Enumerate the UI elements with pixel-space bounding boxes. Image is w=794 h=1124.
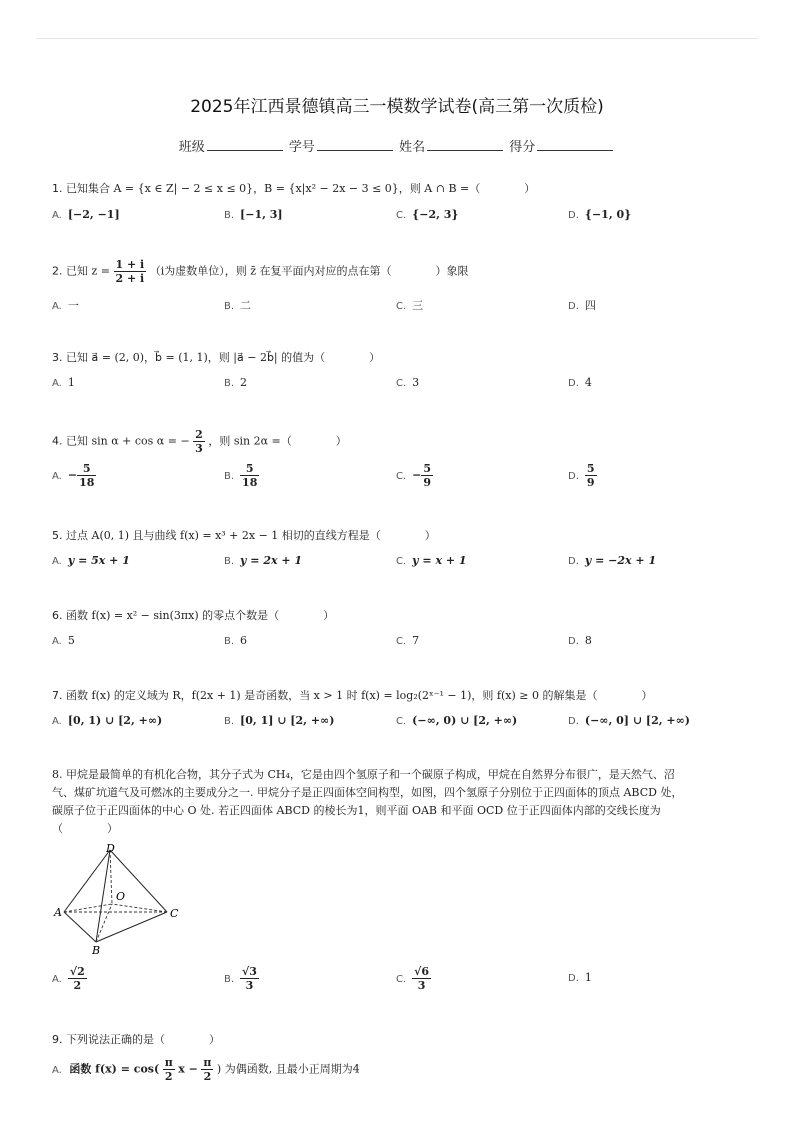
class-label: 班级 [178, 140, 205, 155]
label-a: A [54, 906, 62, 919]
option-a[interactable]: A. − $\frac{5}{18}$ [52, 462, 95, 489]
option-d[interactable]: D. 1 [568, 971, 592, 984]
question-7 [52, 687, 652, 703]
fraction: $\frac{2}{3}$ [195, 428, 203, 455]
question-number: 3. [52, 351, 63, 364]
top-rule [36, 38, 758, 39]
question-number: 2. [52, 264, 63, 278]
question-1 [52, 180, 535, 196]
question-text: 已知集合 A = {x ∈ Z| − 2 ≤ x ≤ 0}，B = {x|x² − 2x − 3 ≤ 0}，则 A ∩ B =（ ） [66, 182, 536, 195]
question-number: 1. [52, 182, 63, 195]
option-a[interactable]: A. [−2, −1] [52, 208, 120, 221]
option-d[interactable]: D. {−1, 0} [568, 208, 632, 221]
option-b[interactable]: B. $\frac{√3}{3}$ [224, 965, 257, 992]
option-b[interactable]: B. [−1, 3] [224, 208, 283, 221]
edge-db [96, 850, 110, 942]
seg-do [110, 850, 112, 904]
option-a[interactable]: A. 一 [52, 299, 79, 312]
option-d[interactable]: D. 四 [568, 299, 596, 312]
edge-ab [64, 912, 96, 942]
page-title: 2025年江西景德镇高三一模数学试卷(高三第一次质检) [190, 97, 604, 117]
option-c[interactable]: C. 3 [396, 376, 420, 389]
name-blank[interactable] [427, 138, 503, 151]
question-number: 6. [52, 609, 63, 622]
option-c[interactable]: C. 三 [396, 299, 424, 312]
option-b[interactable]: B. [0, 1] ∪ [2, +∞) [224, 714, 335, 727]
name-label: 姓名 [399, 140, 426, 155]
question-text: 过点 A(0, 1) 且与曲线 f(x) = x³ + 2x − 1 相切的直线方程是（ ） [66, 529, 436, 542]
id-blank[interactable] [317, 138, 393, 151]
question-5 [52, 527, 436, 543]
id-label: 学号 [288, 140, 315, 155]
question-text: 函数 f(x) = x² − sin(3πx) 的零点个数是（ ） [66, 609, 335, 622]
option-b[interactable]: B. $\frac{5}{18}$ [224, 462, 258, 489]
question-9 [52, 1031, 220, 1047]
option-a[interactable]: A. 1 [52, 376, 75, 389]
option-c[interactable]: C. {−2, 3} [396, 208, 459, 221]
question-text: 函数 f(x) 的定义域为 R，f(2x + 1) 是奇函数，当 x > 1 时 f(x) = log₂(2ˣ⁻¹ − 1)，则 f(x) ≥ 0 的解集是（ ） [66, 689, 653, 702]
label-o: O [116, 890, 126, 903]
class-blank[interactable] [207, 138, 283, 151]
question-9-option-a[interactable]: A. 函数 f(x) = cos( $\frac{\pi}{2}$ x − $\frac{\pi}{2}$ ) 为偶函数, 且最小正周期为4 [52, 1056, 360, 1083]
option-a[interactable]: A. [0, 1) ∪ [2, +∞) [52, 714, 163, 727]
seg-co [112, 904, 167, 912]
label-c: C [170, 907, 179, 920]
option-a[interactable]: A. 5 [52, 634, 75, 647]
question-number: 4. [52, 434, 63, 448]
option-d[interactable]: D. (−∞, 0] ∪ [2, +∞) [568, 714, 690, 727]
label-b: B [92, 944, 101, 957]
question-8: 8. 甲烷是最简单的有机化合物，其分子式为 CH₄，它是由四个氢原子和一个碳原子构成，甲烷在自然界分布很广，是天然气、沼 气、煤矿坑道气及可燃冰的主要成分之一. 甲烷分子是正四面体空间构型，如图，四个氢原子分别位于正四面体的顶点 ABCD 处， 碳原子位于正四面体的中心 O 处. 若正四面体 ABCD 的棱长为1，则平面 OAB 和平面 OCD 位于正四面体内部的交线长度为 （ ） [52, 768, 683, 835]
option-d[interactable]: D. 8 [568, 634, 592, 647]
option-d[interactable]: D. $\frac{5}{9}$ [568, 462, 595, 489]
option-b[interactable]: B. y = 2x + 1 [224, 554, 303, 567]
option-a[interactable]: A. y = 5x + 1 [52, 554, 130, 567]
fraction: $\frac{1 + i}{2 + i}$ [115, 258, 145, 285]
option-d[interactable]: D. 4 [568, 376, 592, 389]
edge-da [64, 850, 110, 912]
question-text: 下列说法正确的是（ ） [66, 1033, 220, 1046]
option-b[interactable]: B. 二 [224, 299, 252, 312]
question-3 [52, 349, 380, 365]
option-c[interactable]: C. − $\frac{5}{9}$ [396, 462, 432, 489]
question-number: 5. [52, 529, 63, 542]
option-c[interactable]: C. (−∞, 0) ∪ [2, +∞) [396, 714, 518, 727]
question-number: 9. [52, 1033, 63, 1046]
score-blank[interactable] [537, 138, 613, 151]
option-d[interactable]: D. y = −2x + 1 [568, 554, 657, 567]
question-number: 7. [52, 689, 63, 702]
student-info-line [0, 136, 794, 155]
tetrahedron-figure [52, 842, 192, 960]
label-d: D [106, 842, 115, 855]
question-2: 2. 已知 z = $\frac{1 + i}{2 + i}$ （i为虚数单位），则 z̄ 在复平面内对应的点在第（ ）象限 [52, 258, 469, 285]
option-b[interactable]: B. 2 [224, 376, 248, 389]
option-c[interactable]: C. y = x + 1 [396, 554, 467, 567]
option-c[interactable]: C. $\frac{√6}{3}$ [396, 965, 430, 992]
question-6 [52, 607, 334, 623]
option-c[interactable]: C. 7 [396, 634, 420, 647]
question-number: 8. [52, 768, 63, 781]
question-text: 已知 a⃗ = (2, 0)，b⃗ = (1, 1)，则 |a⃗ − 2b⃗| 的值为（ ） [66, 351, 381, 364]
option-a[interactable]: A. $\frac{√2}{2}$ [52, 965, 85, 992]
question-4: 4. 已知 sin α + cos α = − $\frac{2}{3}$ ，则 sin 2α =（ ） [52, 428, 347, 455]
score-label: 得分 [509, 140, 536, 155]
seg-ao [64, 904, 112, 912]
option-b[interactable]: B. 6 [224, 634, 248, 647]
